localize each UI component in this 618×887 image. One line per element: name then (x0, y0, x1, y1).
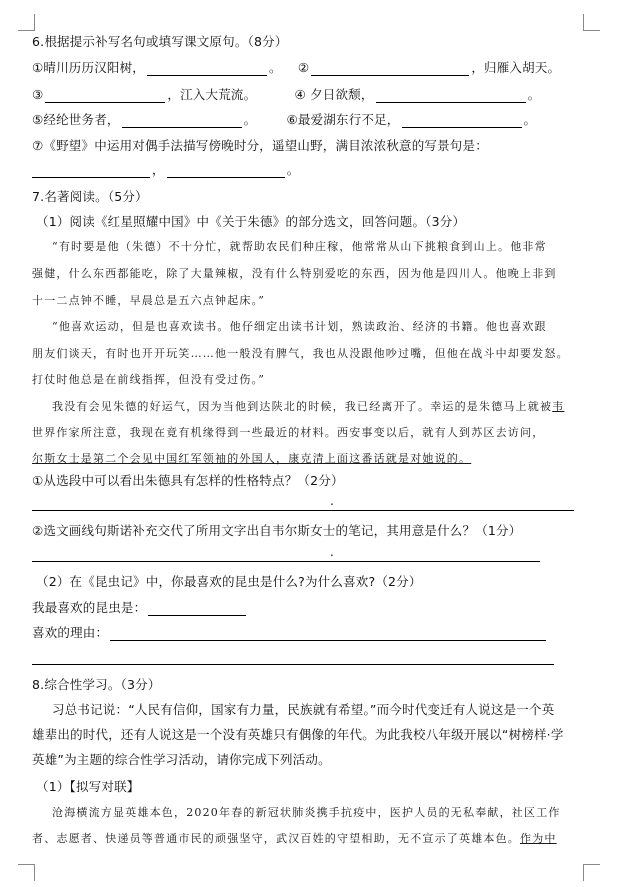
crop-mark (583, 14, 600, 31)
q8-intro-line: 习总书记说：“人民有信仰，国家有力量，民族就有希望。”而今时代变迁有人说这是一个英 (52, 702, 555, 717)
q8-heading: 8.综合性学习。（3分） (32, 677, 161, 692)
answer-blank[interactable] (376, 89, 526, 103)
answer-blank[interactable] (147, 62, 267, 76)
passage-line: 十一二点钟不睡，早晨总是五六点钟起床。” (32, 294, 266, 307)
q7-insect-row (32, 600, 248, 616)
q8-sub1: （1）【拟写对联】 (36, 779, 140, 794)
q6-num2: ② (297, 60, 310, 75)
passage-line: “有时要是他（朱德）不十分忙，就帮助农民们种庄稼，他常常从山下挑粮食到山上。他非常 (52, 240, 547, 253)
answer-line[interactable] (32, 664, 554, 665)
passage-line (32, 831, 557, 847)
q7-insect-label: 我最喜欢的昆虫是： (32, 600, 147, 615)
answer-blank[interactable] (110, 627, 546, 641)
q7-q2: ②选文画线句斯诺补充交代了所用文字出自韦尔斯女士的笔记，其用意是什么？（1分） (32, 523, 522, 538)
q6-row3 (32, 112, 536, 128)
q6-row4 (32, 162, 299, 178)
q6-period: 。 (527, 87, 541, 102)
q6-item5: ⑤经纶世务者， (32, 112, 120, 127)
q6-item6: ⑥最爱湖东行不足， (286, 112, 400, 127)
q6-item4: ④ 夕日欲颓， (294, 87, 374, 102)
answer-blank[interactable] (167, 164, 285, 178)
q7-sub1: （1）阅读《红星照耀中国》中《关于朱德》的部分选文，回答问题。（3分） (36, 214, 466, 229)
passage-line: 朋友们谈天，有时也开开玩笑……他一般没有脾气，我也从没跟他吵过嘴，但他在战斗中却要发怒。 (32, 347, 569, 360)
q6-row1 (32, 60, 560, 76)
q7-q1: ①从选段中可以看出朱德具有怎样的性格特点？（2分） (32, 473, 344, 488)
passage-line: 打仗时他总是在前线指挥，但没有受过伤。” (32, 373, 266, 386)
q6-period: 。 (523, 112, 537, 127)
answer-blank[interactable] (402, 114, 522, 128)
answer-blank[interactable] (45, 89, 165, 103)
crop-mark (583, 864, 600, 881)
crop-mark (18, 14, 35, 31)
q7-sub2: （2）在《昆虫记》中，你最喜欢的昆虫是什么?为什么喜欢?（2分） (36, 574, 422, 589)
crop-mark (18, 864, 35, 881)
q8-intro-line: 英雄”为主题的综合性学习活动，请你完成下列活动。 (32, 752, 331, 767)
q6-period: 。 (286, 162, 300, 177)
underlined-passage: 尔斯女士是第二个会见中国红军领袖的外国人，康克清上面这番话就是对她说的。 (32, 452, 472, 465)
q6-item7: ⑦《野望》中运用对偶手法描写傍晚时分，遥望山野，满目浓浓秋意的写景句是： (32, 138, 488, 153)
answer-line[interactable] (32, 561, 540, 562)
q6-item2: ，归雁入胡天。 (471, 60, 561, 75)
answer-line[interactable] (32, 510, 574, 511)
passage-text: 我没有会见朱德的好运气，因为当他到达陕北的时候，我已经离开了。幸运的是朱德马上就被 (52, 400, 553, 413)
passage-line (52, 399, 564, 415)
answer-blank[interactable] (311, 62, 469, 76)
q6-item3: ，江入大荒流。 (167, 87, 257, 102)
passage-line: 世界作家所注意，我现在竟有机缘得到一些最近的材料。西安事变以后，就有人到苏区去访问， (32, 426, 545, 439)
q7-reason-row (32, 625, 548, 641)
q8-intro-line: 雄辈出的时代，还有人说这是一个没有英雄只有偶像的年代。为此我校八年级开展以“树榜样·学 (32, 727, 564, 742)
q7-heading: 7.名著阅读。（5分） (32, 189, 148, 204)
q6-item1: ①晴川历历汉阳树， (32, 60, 146, 75)
answer-blank[interactable] (122, 114, 242, 128)
answer-blank[interactable] (32, 164, 150, 178)
passage-text: 者、志愿者、快递员等普通市民的顽强坚守，武汉百姓的守望相助，无不宣示了英雄本色。 (32, 832, 520, 845)
answer-blank[interactable] (148, 602, 246, 616)
q6-comma: ， (152, 162, 165, 177)
q6-num3: ③ (32, 87, 44, 102)
dot-mark: . (330, 494, 334, 508)
q6-period: 。 (243, 112, 257, 127)
q6-period: 。 (269, 60, 282, 75)
passage-line: “他喜欢运动，但是也喜欢读书。他仔细定出读书计划，熟读政治、经济的书籍。他也喜欢跟 (52, 320, 547, 333)
q7-reason-label: 喜欢的理由： (32, 625, 109, 640)
q6-row2 (32, 87, 540, 103)
passage-line: 沧海横流方显英雄本色，2020年春的新冠状肺炎携手抗疫中，医护人员的无私奉献，社区工作 (52, 806, 561, 819)
dot-mark: . (330, 545, 334, 559)
underlined-passage: 作为中 (520, 832, 557, 845)
underlined-passage: 韦 (552, 400, 565, 413)
passage-line: 强健，什么东西都能吃，除了大量辣椒，没有什么特别爱吃的东西，因为他是四川人。他晚上非到 (32, 267, 557, 280)
q6-heading: 6.根据提示补写名句或填写课文原句。（8分） (32, 34, 288, 49)
